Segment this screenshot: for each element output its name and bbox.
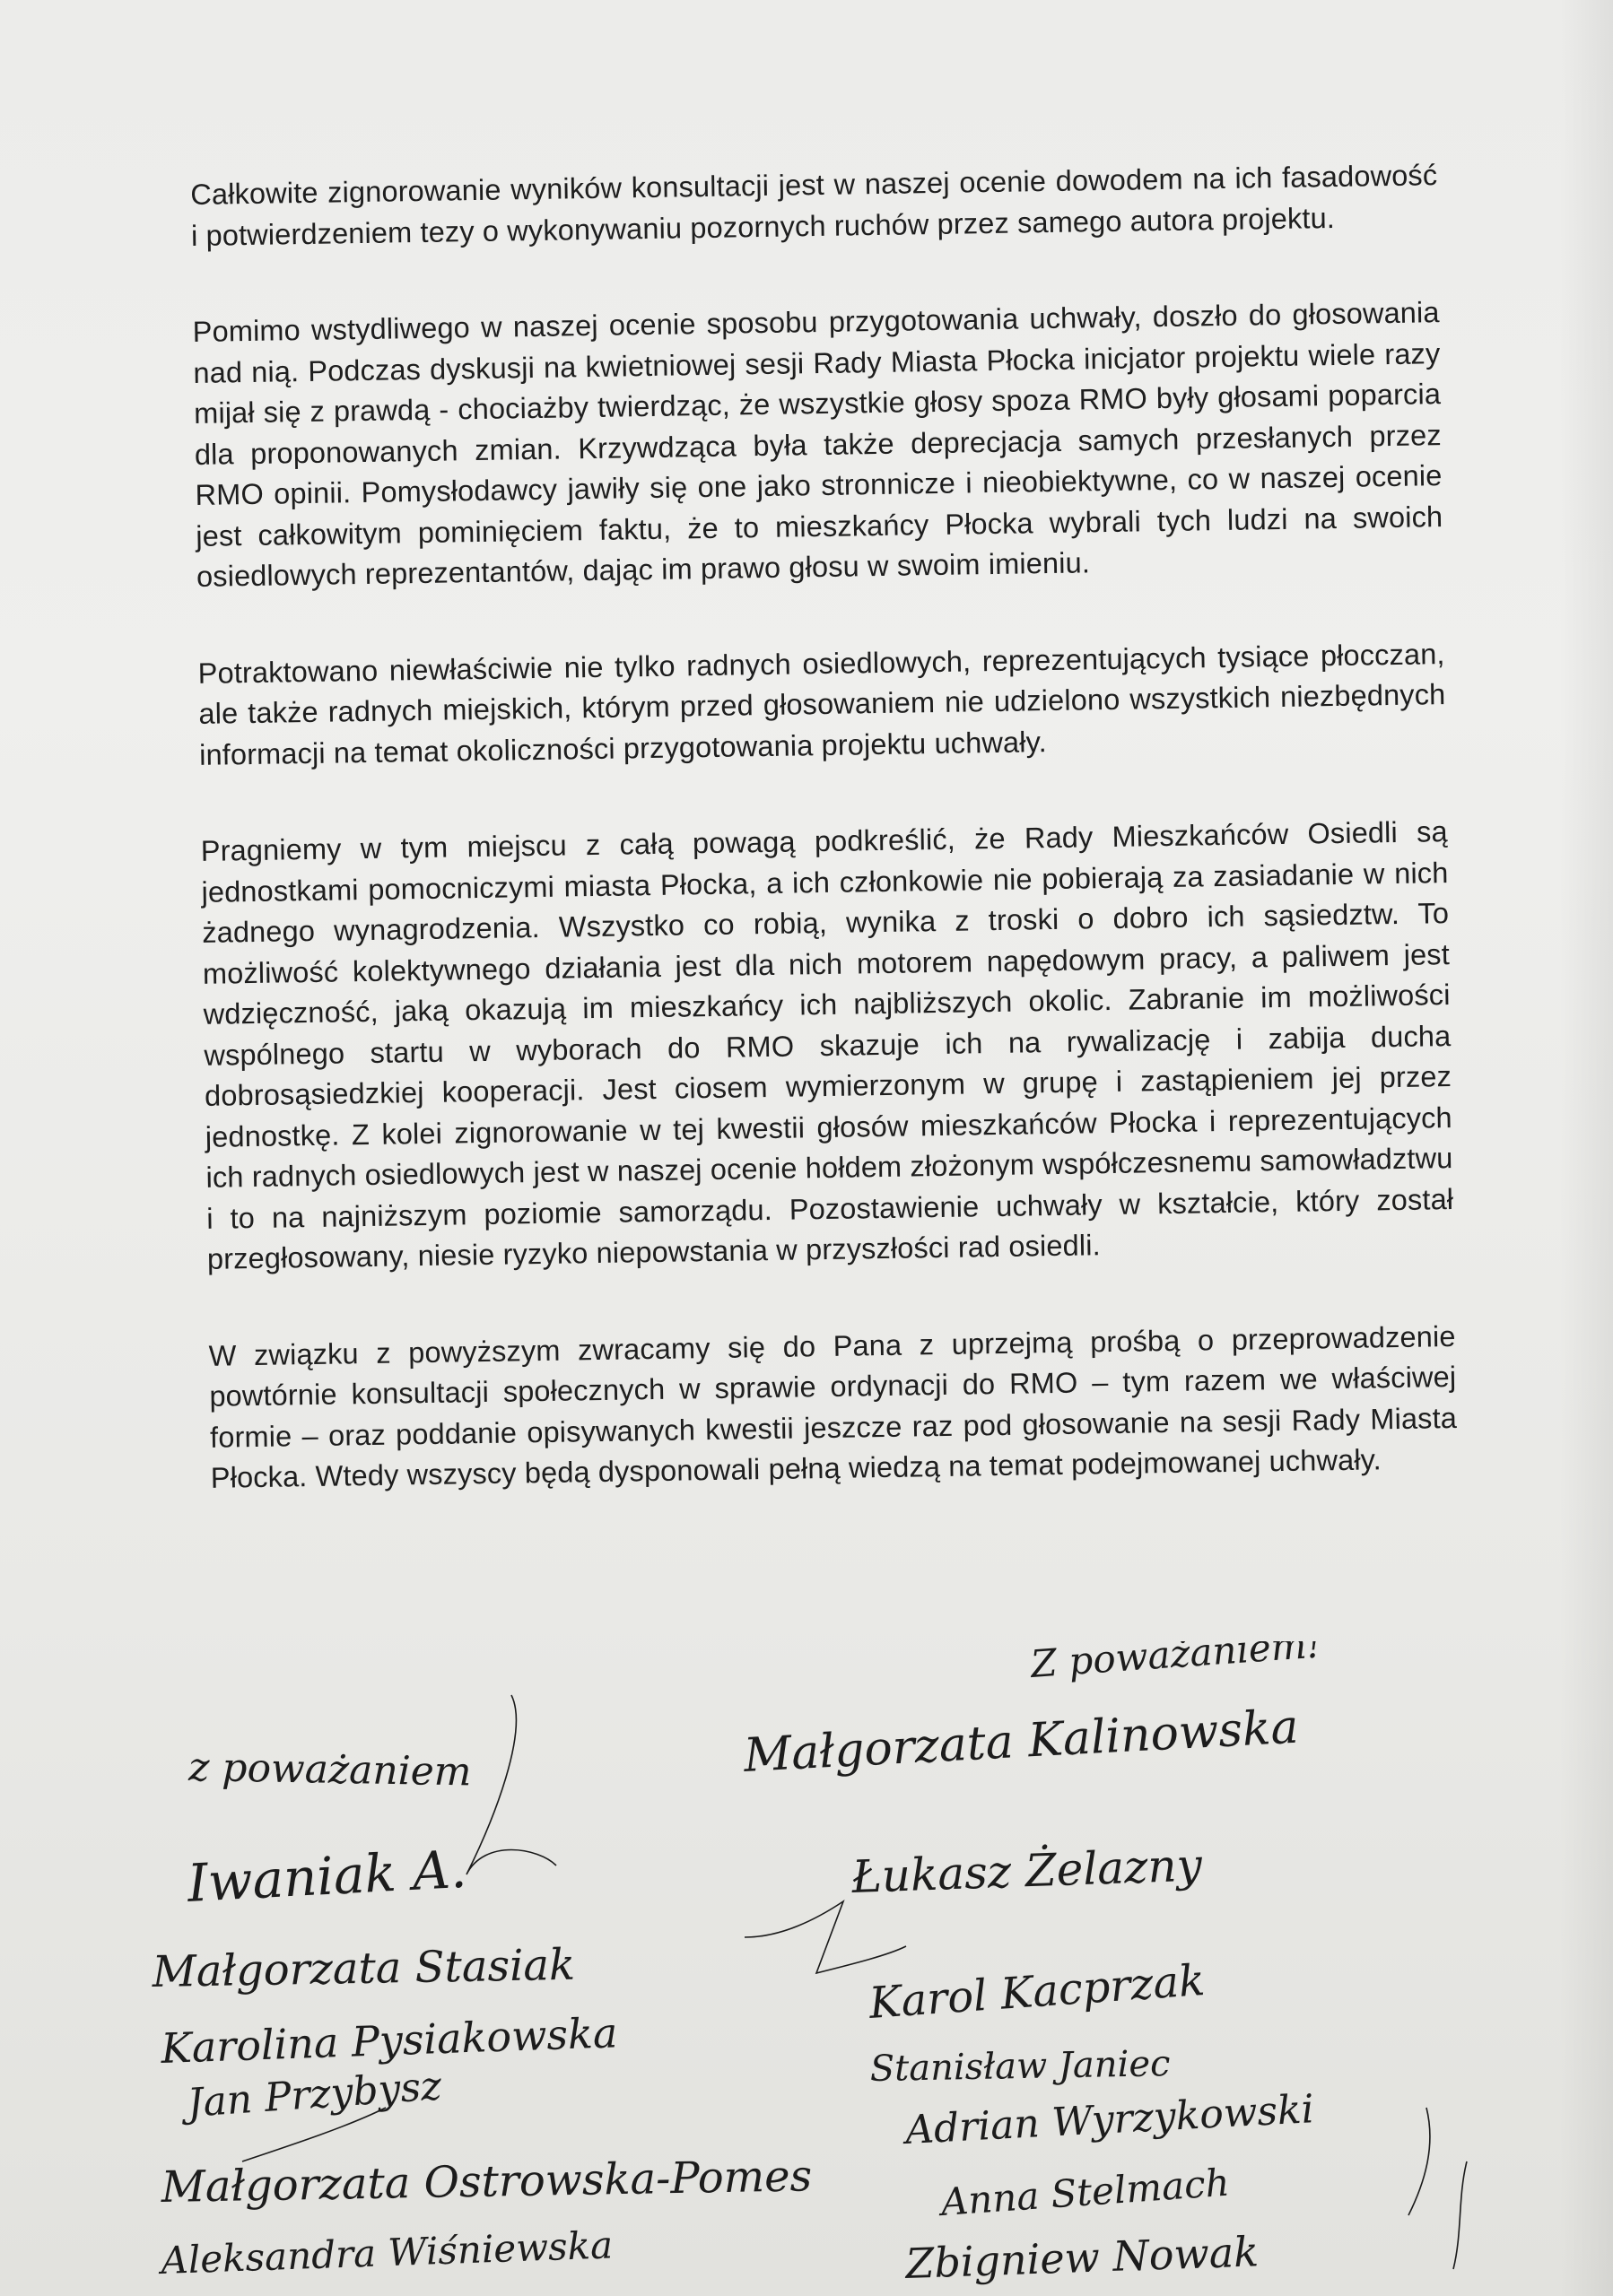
pen-stroke-b xyxy=(745,1901,906,1973)
pen-stroke-a xyxy=(466,1695,556,1874)
signature-1: Małgorzata Kalinowska xyxy=(742,1700,1300,1783)
signature-5: Karol Kacprzak xyxy=(867,1954,1207,2029)
pen-stroke-d xyxy=(1408,2108,1430,2215)
letter-body xyxy=(190,155,1459,1554)
paragraph-5: W związku z powyższym zwracamy się do Pana z uprzejmą prośbą o przeprowadzenie powtórnie konsultacji społecznych w sprawie ordynacji do RMO – tym razem we właściwej formie – oraz poddanie opisywanych kwestii jeszcze raz pod głosowanie na sesji Rady Miasta Płocka. Wtedy wszyscy będą dysponowali pełną wiedzą na temat podejmowanej uchwały. xyxy=(208,1319,1458,1494)
signature-8: Stanisław Janiec xyxy=(869,2043,1171,2090)
signature-12: Aleksandra Wiśniewska xyxy=(160,2222,614,2283)
signature-7: Jan Przybysz xyxy=(186,2063,443,2126)
signature-3: Łukasz Żelazny xyxy=(850,1839,1203,1903)
pen-stroke-e xyxy=(1453,2161,1467,2269)
signature-11: Anna Stelmach xyxy=(939,2160,1232,2224)
closing-right-signature: Z poważaniem! xyxy=(1029,1641,1323,1686)
signature-6: Karolina Pysiakowska xyxy=(160,2008,619,2073)
signature-9: Adrian Wyrzykowski xyxy=(903,2086,1315,2153)
signature-2: Iwaniak A. xyxy=(186,1838,468,1914)
paragraph-2: Pomimo wstydliwego w naszej ocenie sposobu przygotowania uchwały, doszło do głosowania nad nią. Podczas dyskusji na kwietniowej sesji Rady Miasta Płocka inicjator projektu wiele razy mijał się z prawdą - chociażby twierdząc, że wszystkie głosy spoza RMO były głosami poparcia dla proponowanych zmian. Krzywdząca była także deprecjacja samych przesłanych przez RMO opinii. Pomysłodawcy jawiły się one jako stronnicze i nieobiektywne, co w naszej ocenie jest całkowitym pominięciem faktu, że to mieszkańcy Płocka wybrali tych ludzi na swoich osiedlowych reprezentantów, dając im prawo głosu w swoim imieniu. xyxy=(192,296,1443,593)
handwritten-signatures xyxy=(135,1641,1480,2287)
closing-left-signature: z poważaniem xyxy=(187,1744,472,1796)
page-shadow xyxy=(1559,0,1613,2296)
signature-13: Zbigniew Nowak xyxy=(904,2227,1260,2287)
paragraph-4: Pragniemy w tym miejscu z całą powagą podkreślić, że Rady Mieszkańców Osiedli są jednostkami pomocniczymi miasta Płocka, a ich członkowie nie pobierają za zasiadanie w nich żadnego wynagrodzenia. Wszystko co robią, wynika z troski o dobro ich sąsiedztw. To możliwość kolektywnego działania jest dla nich motorem napędowym pracy, a paliwem jest wdzięczność, jaką okazują im mieszkańcy ich najbliższych okolic. Zabranie im możliwości wspólnego startu w wyborach do RMO skazuje ich na rywalizację i zabija ducha dobrosąsiedzkiej kooperacji. Jest ciosem wymierzonym w grupę i zastąpieniem jej przez jednostkę. Z kolei zignorowanie w tej kwestii głosów mieszkańców Płocka i reprezentujących ich radnych osiedlowych jest w naszej ocenie hołdem złożonym współczesnemu samowładztwu i to na najniższym poziomie samorządu. Pozostawienie uchwały w kształcie, który został przegłosowany, niesie ryzyko niepowstania w przyszłości rad osiedli. xyxy=(200,815,1454,1275)
signature-10: Małgorzata Ostrowska-Pomes xyxy=(161,2151,813,2213)
signature-block xyxy=(135,1641,1480,2287)
paragraph-1: Całkowite zignorowanie wyników konsultacji jest w naszej ocenie dowodem na ich fasadowość i potwierdzeniem tezy o wykonywaniu pozornych ruchów przez samego autora projektu. xyxy=(190,159,1438,252)
signature-4: Małgorzata Stasiak xyxy=(152,1939,576,1997)
paragraph-3: Potraktowano niewłaściwie nie tylko radnych osiedlowych, reprezentujących tysiące płocczan, ale także radnych miejskich, którym przed głosowaniem nie udzielono wszystkich niezbędnych informacji na temat okoliczności przygotowania projektu uchwały. xyxy=(197,637,1446,771)
